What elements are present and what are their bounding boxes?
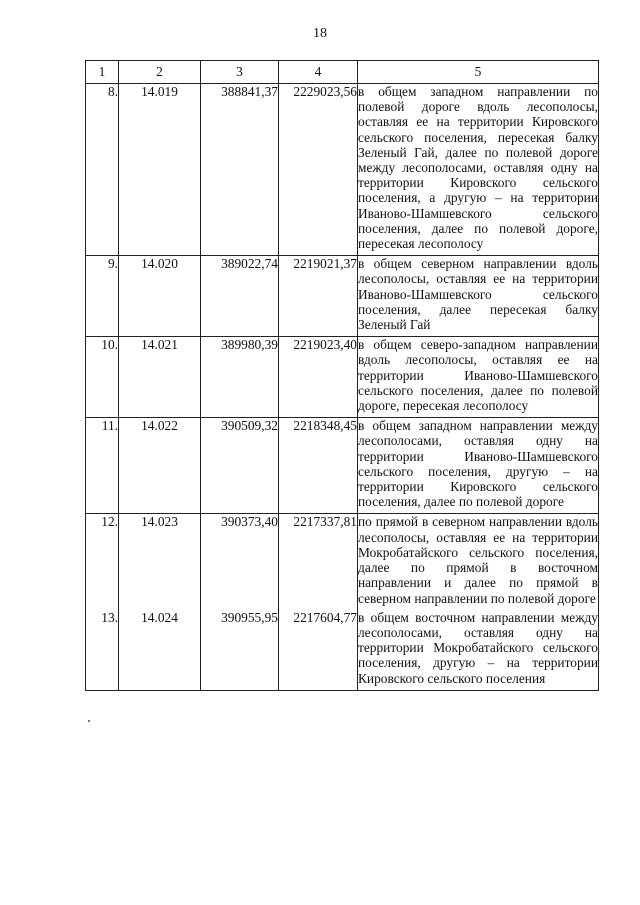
coordinate-x: 390955,95: [201, 610, 279, 691]
row-number: 10.: [86, 337, 119, 418]
column-header: 5: [358, 61, 599, 84]
row-number: 13.: [86, 610, 119, 691]
coordinate-x: 389022,74: [201, 256, 279, 337]
coordinate-y: 2219023,40: [279, 337, 358, 418]
column-header: 3: [201, 61, 279, 84]
boundary-description: в общем западном направлении по полевой дороге вдоль лесополосы, оставляя ее на территории Кировского сельского поселения, пересекая балку Зеленый Гай, далее по полевой дороге между лесополосами, оставляя одну на территории Кировского сельского поселения, а другую – на территории Иваново-Шамшевского сельского поселения, далее по полевой дороге, пересекая лесополосу: [358, 84, 599, 256]
point-code: 14.023: [119, 514, 201, 610]
row-number: 11.: [86, 418, 119, 514]
table-row: [86, 610, 599, 691]
coordinate-y: 2217337,81: [279, 514, 358, 610]
row-number: 8.: [86, 84, 119, 256]
coordinate-y: 2218348,45: [279, 418, 358, 514]
point-code: 14.022: [119, 418, 201, 514]
coordinate-x: 389980,39: [201, 337, 279, 418]
table-row: [86, 337, 599, 418]
coordinate-x: 390373,40: [201, 514, 279, 610]
boundary-description: в общем северном направлении вдоль лесополосы, оставляя ее на территории Иваново-Шамшевского сельского поселения, далее пересекая балку Зеленый Гай: [358, 256, 599, 337]
point-code: 14.024: [119, 610, 201, 691]
coordinate-y: 2219021,37: [279, 256, 358, 337]
point-code: 14.019: [119, 84, 201, 256]
coordinate-x: 390509,32: [201, 418, 279, 514]
point-code: 14.021: [119, 337, 201, 418]
column-header: 2: [119, 61, 201, 84]
table-row: [86, 514, 599, 610]
coordinate-y: 2217604,77: [279, 610, 358, 691]
column-header: 4: [279, 61, 358, 84]
table-row: [86, 84, 599, 256]
table-row: [86, 256, 599, 337]
boundary-description: по прямой в северном направлении вдоль лесополосы, оставляя ее на территории Мокробатайского сельского поселения, далее по прямой в восточном направлении и далее по прямой в северном направлении по полевой дороге: [358, 514, 599, 610]
page-number: 18: [313, 26, 327, 41]
row-number: 9.: [86, 256, 119, 337]
table-header-row: [86, 61, 599, 84]
boundary-description: в общем восточном направлении между лесополосами, оставляя одну на территории Мокробатайского сельского поселения, другую – на территории Кировского сельского поселения: [358, 610, 599, 691]
table-row: [86, 418, 599, 514]
point-code: 14.020: [119, 256, 201, 337]
boundary-description: в общем северо-западном направлении вдоль лесополосы, оставляя ее на территории Иваново-Шамшевского сельского поселения, далее по полевой дороге, пересекая лесополосу: [358, 337, 599, 418]
boundary-table: [85, 60, 599, 691]
column-header: 1: [86, 61, 119, 84]
coordinate-y: 2229023,56: [279, 84, 358, 256]
boundary-description: в общем западном направлении между лесополосами, оставляя одну на территории Иваново-Шамшевского сельского поселения, другую – на территории Кировского сельского поселения, далее по полевой дороге: [358, 418, 599, 514]
coordinate-x: 388841,37: [201, 84, 279, 256]
row-number: 12.: [86, 514, 119, 610]
scan-artifact-dot: [88, 720, 90, 722]
